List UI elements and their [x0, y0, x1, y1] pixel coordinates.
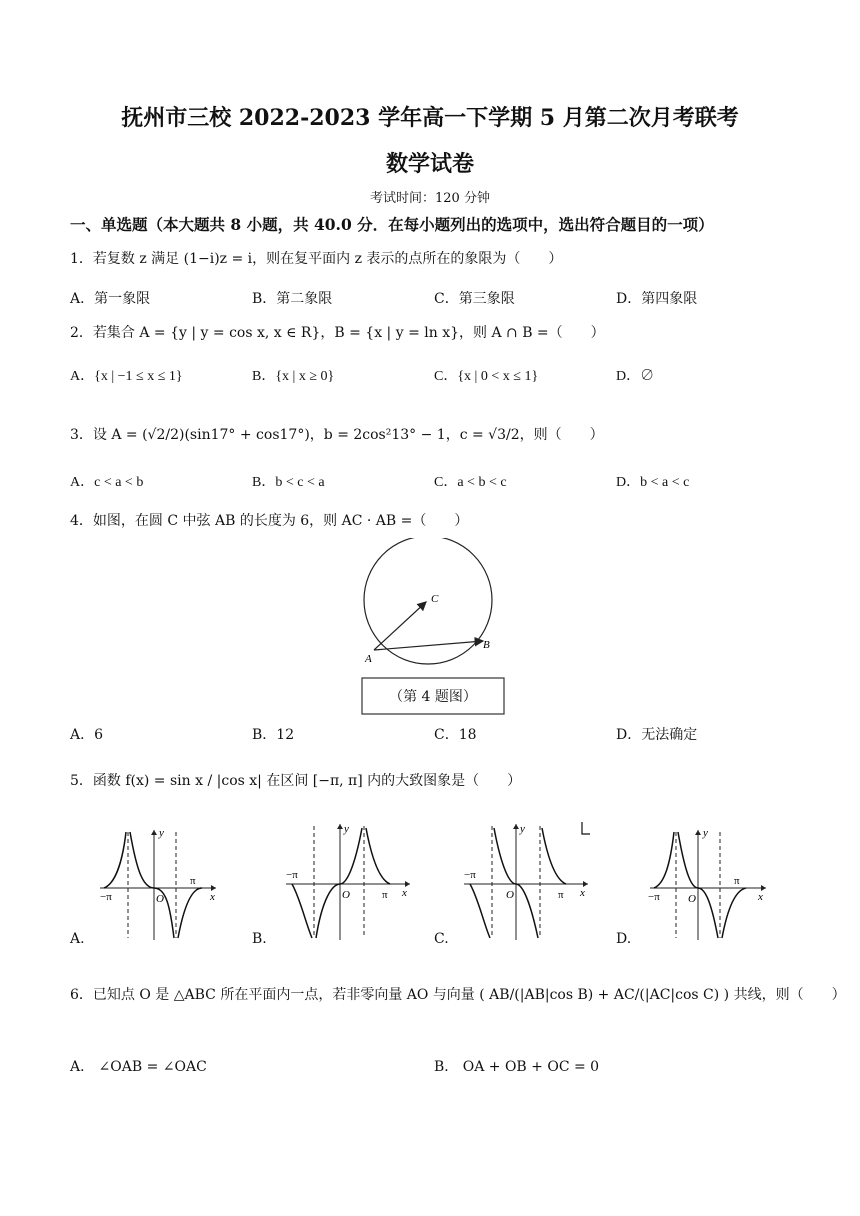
q6-stem: 6．已知点 O 是 △ABC 所在平面内一点，若非零向量 AO 与向量 ( AB/(|AB|cos B) + AC/(|AC|cos C) ) 共线，则（ ）: [70, 987, 846, 1003]
svg-text:π: π: [190, 875, 196, 887]
q2-option-b[interactable]: B．{x | x ≥ 0}: [252, 369, 335, 384]
svg-text:y: y: [520, 823, 525, 835]
vector-ac: [374, 602, 426, 650]
q5-graph-c: [460, 820, 592, 944]
label-c: C: [431, 593, 439, 605]
svg-text:O: O: [156, 893, 164, 905]
q4-option-c[interactable]: C．18: [434, 727, 477, 743]
q3-stem: 3．设 A = (√2/2)(sin17° + cos17°)，b = 2cos²13° − 1，c = √3/2，则（ ）: [70, 427, 604, 443]
svg-text:O: O: [506, 889, 514, 901]
q1-option-d[interactable]: D．第四象限: [616, 291, 698, 307]
q6-option-a[interactable]: A． ∠OAB = ∠OAC: [70, 1059, 207, 1075]
svg-text:x: x: [210, 891, 215, 903]
svg-text:O: O: [688, 893, 696, 905]
vector-ab: [374, 641, 483, 650]
q5-option-c[interactable]: C.: [434, 931, 449, 947]
q6-option-b[interactable]: B． OA + OB + OC = 0: [434, 1059, 600, 1075]
svg-text:y: y: [344, 823, 349, 835]
label-b: B: [483, 639, 490, 651]
exam-subtitle: 数学试卷: [385, 151, 474, 177]
svg-text:π: π: [558, 889, 564, 901]
svg-text:−π: −π: [286, 869, 298, 881]
q4-stem: 4．如图，在圆 C 中弦 AB 的长度为 6，则 AC · AB =（ ）: [70, 513, 469, 529]
q5-graph-a: [96, 826, 224, 944]
stray-mark: [582, 822, 590, 834]
q3-option-c[interactable]: C．a < b < c: [434, 475, 507, 490]
q2-option-d[interactable]: D．∅: [616, 369, 655, 384]
svg-text:x: x: [402, 887, 407, 899]
exam-title: 抚州市三校 2022-2023 学年高一下学期 5 月第二次月考联考: [121, 105, 739, 131]
q5-graph-d: [646, 826, 772, 944]
q2-stem: 2．若集合 A = {y | y = cos x, x ∈ R}，B = {x | y = ln x}，则 A ∩ B =（ ）: [70, 325, 605, 341]
svg-text:O: O: [342, 889, 350, 901]
q3-option-d[interactable]: D．b < a < c: [616, 475, 690, 490]
q1-option-a[interactable]: A．第一象限: [70, 291, 151, 307]
q4-option-a[interactable]: A．6: [70, 727, 104, 743]
q4-option-b[interactable]: B．12: [252, 727, 295, 743]
q3-option-b[interactable]: B．b < c < a: [252, 475, 325, 490]
svg-text:−π: −π: [648, 891, 660, 903]
q1-option-b[interactable]: B．第二象限: [252, 291, 333, 307]
exam-time: 考试时间：120 分钟: [370, 191, 490, 206]
svg-text:−π: −π: [464, 869, 476, 881]
q1-stem: 1．若复数 z 满足 (1−i)z = i，则在复平面内 z 表示的点所在的象限为（ ）: [70, 251, 563, 267]
svg-text:−π: −π: [100, 891, 112, 903]
svg-text:x: x: [758, 891, 763, 903]
q5-option-b[interactable]: B.: [252, 931, 267, 947]
svg-text:π: π: [734, 875, 740, 887]
q4-option-d[interactable]: D．无法确定: [616, 727, 698, 743]
label-a: A: [365, 653, 372, 665]
q4-caption: （第 4 题图）: [389, 689, 477, 705]
q5-option-d[interactable]: D.: [616, 931, 632, 947]
svg-text:π: π: [382, 889, 388, 901]
q3-option-a[interactable]: A．c < a < b: [70, 475, 144, 490]
q2-option-c[interactable]: C．{x | 0 < x ≤ 1}: [434, 369, 539, 384]
q5-stem: 5．函数 f(x) = sin x / |cos x| 在区间 [−π, π] 内的大致图象是（ ）: [70, 773, 522, 789]
svg-text:y: y: [703, 827, 708, 839]
q5-graph-b: [282, 820, 414, 944]
section-heading: 一、单选题（本大题共 8 小题，共 40.0 分．在每小题列出的选项中，选出符合题目的一项）: [70, 215, 714, 234]
q2-option-a[interactable]: A．{x | −1 ≤ x ≤ 1}: [70, 369, 183, 384]
svg-text:x: x: [580, 887, 585, 899]
svg-text:y: y: [159, 827, 164, 839]
q5-option-a[interactable]: A.: [70, 931, 85, 947]
q1-option-c[interactable]: C．第三象限: [434, 291, 515, 307]
